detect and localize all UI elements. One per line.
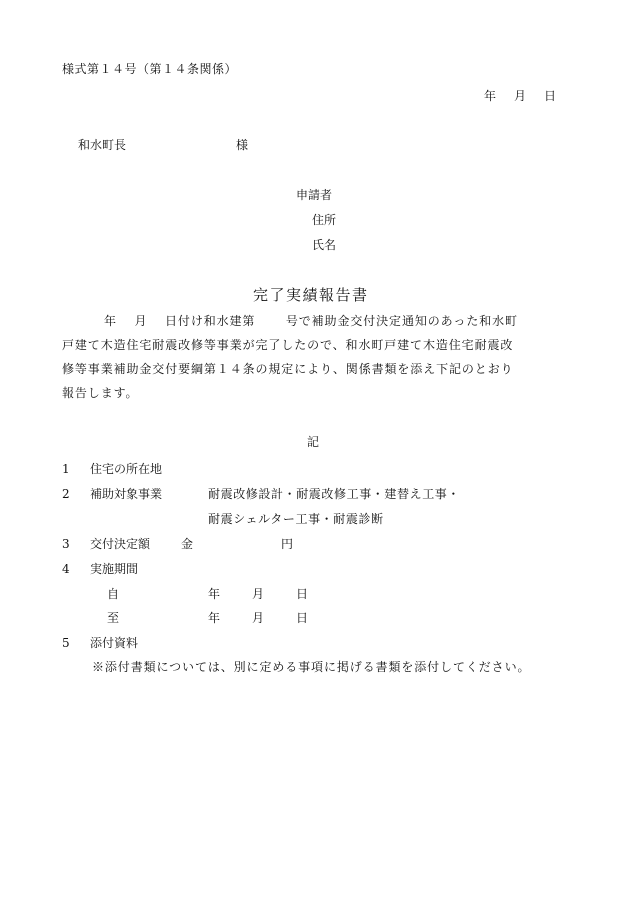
date-day: 日 xyxy=(544,89,557,103)
applicant-name-label: 氏名 xyxy=(312,238,337,252)
item-label: 補助対象事業 xyxy=(90,487,163,501)
item-project xyxy=(62,485,162,502)
addressee-honorific: 様 xyxy=(236,138,249,152)
ki-heading: 記 xyxy=(307,435,320,449)
submission-date xyxy=(484,87,574,104)
period-to-label: 至 xyxy=(107,611,120,625)
item-number: 1 xyxy=(62,462,70,476)
item-period xyxy=(62,560,138,577)
amount-unit: 円 xyxy=(281,537,294,551)
project-options-line-2: 耐震シェルター工事・耐震診断 xyxy=(208,512,384,526)
item-label: 添付資料 xyxy=(90,636,139,650)
body-line-1: 年 月 日付け和水建第 号で補助金交付決定通知のあった和水町 xyxy=(104,314,518,328)
item-label: 実施期間 xyxy=(90,562,139,576)
item-attachments xyxy=(62,634,138,651)
item-label: 住宅の所在地 xyxy=(90,462,163,476)
body-line-2: 戸建て木造住宅耐震改修等事業が完了したので、和水町戸建て木造住宅耐震改 xyxy=(62,338,514,352)
period-from-day: 日 xyxy=(296,587,309,601)
period-from-month: 月 xyxy=(252,587,265,601)
form-number: 様式第１４号（第１４条関係） xyxy=(62,62,238,76)
project-options-line-1: 耐震改修設計・耐震改修工事・建替え工事・ xyxy=(208,487,461,501)
applicant-address-label: 住所 xyxy=(312,213,337,227)
item-grant-amount xyxy=(62,535,150,552)
date-month: 月 xyxy=(514,89,527,103)
item-number: 4 xyxy=(62,562,70,576)
period-to-day: 日 xyxy=(296,611,309,625)
period-to-month: 月 xyxy=(252,611,265,625)
item-number: 5 xyxy=(62,636,70,650)
item-number: 2 xyxy=(62,487,70,501)
document-title: 完了実績報告書 xyxy=(253,286,369,304)
period-to-year: 年 xyxy=(208,611,221,625)
applicant-label: 申請者 xyxy=(296,188,333,202)
amount-prefix: 金 xyxy=(181,537,194,551)
period-from-year: 年 xyxy=(208,587,221,601)
addressee-name: 和水町長 xyxy=(78,138,127,152)
body-line-4: 報告します。 xyxy=(62,386,139,400)
body-line-3: 修等事業補助金交付要綱第１４条の規定により、関係書類を添え下記のとおり xyxy=(62,362,514,376)
period-from-label: 自 xyxy=(107,587,120,601)
attachments-note: ※添付書類については、別に定める事項に掲げる書類を添付してください。 xyxy=(92,660,531,674)
item-address xyxy=(62,460,162,477)
date-year: 年 xyxy=(484,89,497,103)
item-number: 3 xyxy=(62,537,70,551)
item-label: 交付決定額 xyxy=(90,537,151,551)
